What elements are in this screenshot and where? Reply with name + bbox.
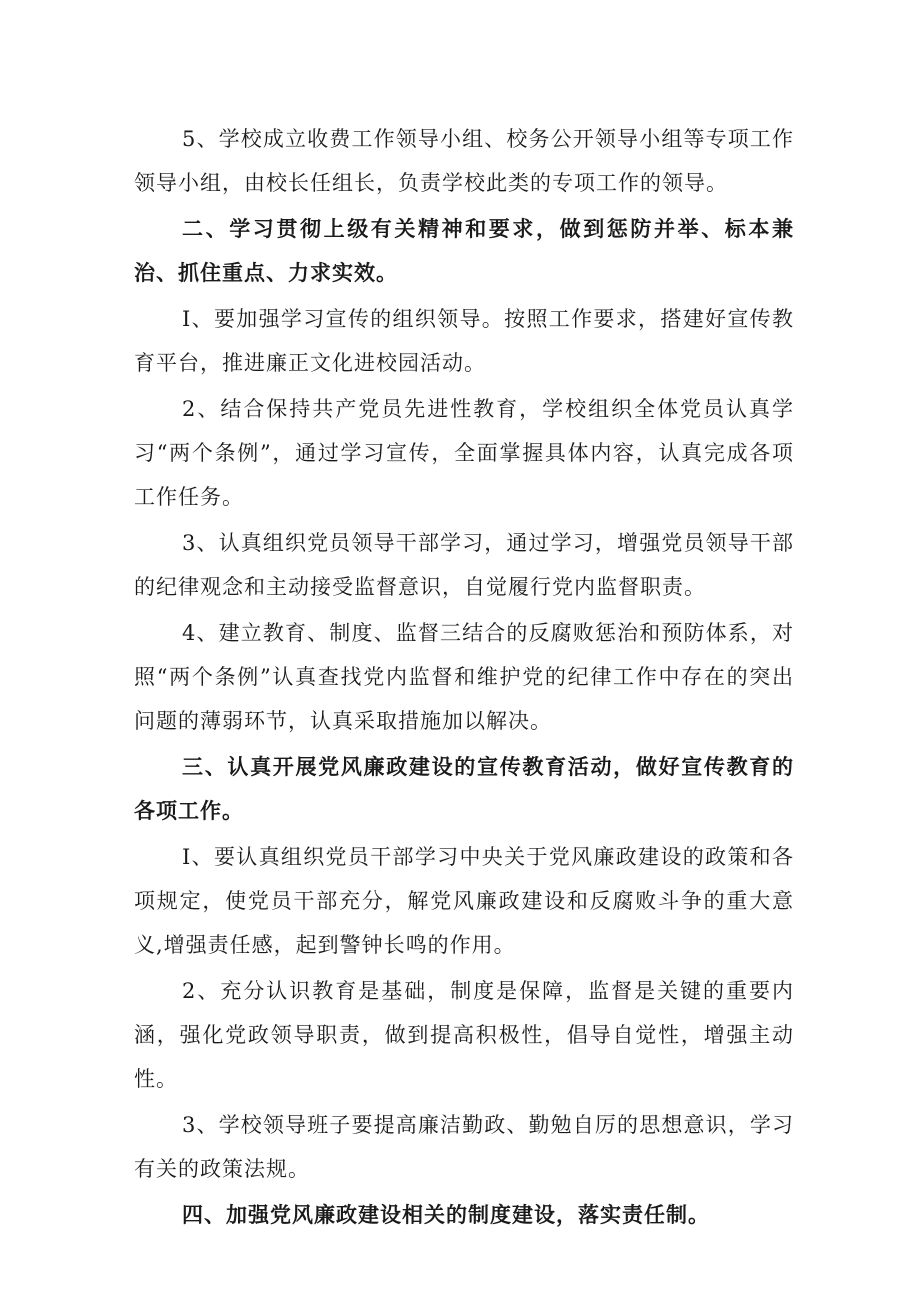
paragraph-item-3: 3、学校领导班子要提高廉洁勤政、勤勉自厉的思想意识，学习有关的政策法规。 (134, 1113, 794, 1181)
document-body (134, 117, 794, 1237)
paragraph-item-4: 4、建立教育、制度、监督三结合的反腐败惩治和预防体系，对照“两个条例”认真查找党内监督和维护党的纪律工作中存在的突出问题的薄弱环节，认真采取措施加以解决。 (134, 621, 794, 733)
section-heading-4: 四、加强党风廉政建设相关的制度建设，落实责任制。 (182, 1203, 710, 1227)
paragraph-item-3: 3、认真组织党员领导干部学习，通过学习，增强党员领导干部的纪律观念和主动接受监督意识，自觉履行党内监督职责。 (134, 531, 794, 599)
paragraph-item-1: I、要认真组织党员干部学习中央关于党风廉政建设的政策和各项规定，使党员干部充分，解党风廉政建设和反腐败斗争的重大意义,增强责任感，起到警钟长鸣的作用。 (134, 845, 794, 957)
paragraph-item-5: 5、学校成立收费工作领导小组、校务公开领导小组等专项工作领导小组，由校长任组长，负责学校此类的专项工作的领导。 (134, 127, 794, 195)
paragraph-item-2: 2、充分认识教育是基础，制度是保障，监督是关键的重要内涵，强化党政领导职责，做到提高积极性，倡导自觉性，增强主动性。 (134, 979, 794, 1091)
paragraph-item-2: 2、结合保持共产党员先进性教育，学校组织全体党员认真学习“两个条例”，通过学习宣传，全面掌握具体内容，认真完成各项工作任务。 (134, 397, 794, 509)
paragraph-item-1: I、要加强学习宣传的组织领导。按照工作要求，搭建好宣传教育平台，推进廉正文化进校园活动。 (134, 307, 794, 375)
section-heading-2: 二、学习贯彻上级有关精神和要求，做到惩防并举、标本兼治、抓住重点、力求实效。 (134, 217, 794, 285)
section-heading-3: 三、认真开展党风廉政建设的宣传教育活动，做好宣传教育的各项工作。 (134, 755, 794, 823)
